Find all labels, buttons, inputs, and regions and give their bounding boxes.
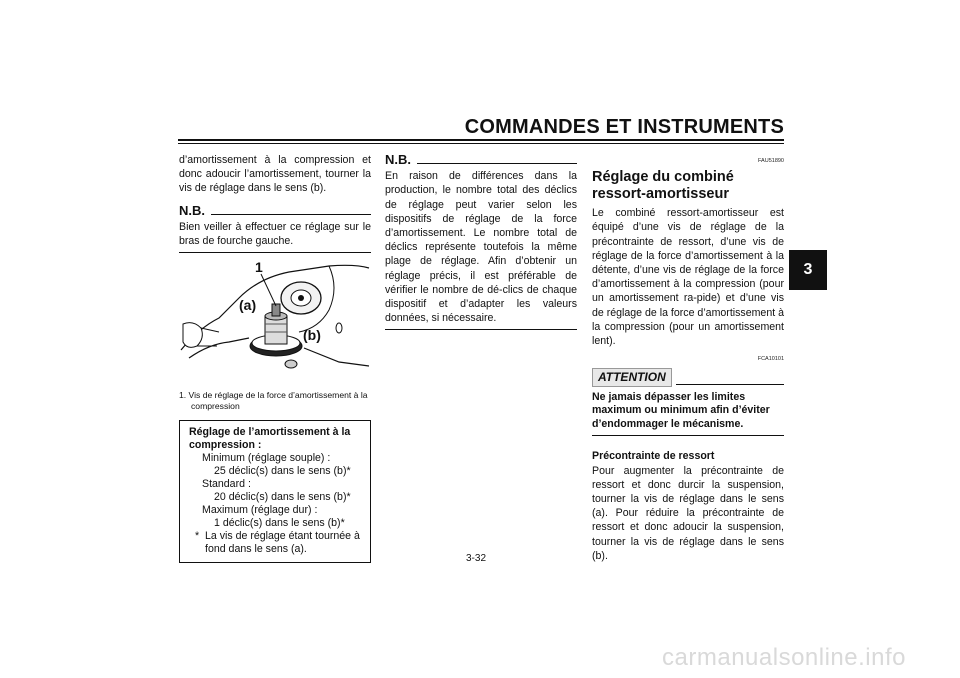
spec-min-value: 25 déclic(s) dans le sens (b)* <box>214 465 351 478</box>
intro-paragraph: d’amortissement à la compression et donc adoucir l’amortissement, tourner la vis de réglage dans le sens (b). <box>179 154 371 195</box>
attention-end-rule <box>592 435 784 436</box>
spec-footnote-star: * <box>195 530 200 543</box>
nb-label-2: N.B. <box>385 152 411 167</box>
watermark: carmanualsonline.info <box>662 644 906 671</box>
figure-label-a: (a) <box>239 297 257 314</box>
spec-max-value: 1 déclic(s) dans le sens (b)* <box>214 517 345 530</box>
nb-rule-2 <box>417 163 577 164</box>
attention-label: ATTENTION <box>592 368 672 386</box>
nb-label: N.B. <box>179 202 205 218</box>
figure-label-1: 1 <box>255 259 263 276</box>
fork-adjuster-illustration <box>179 258 371 386</box>
ref-code-1: FAU51890 <box>758 158 784 164</box>
nb-text: Bien veiller à effectuer ce réglage sur le bras de fourche gauche. <box>179 220 371 248</box>
column-3 <box>592 154 784 563</box>
figure-label-b: (b) <box>303 327 321 344</box>
figure-caption: 1. Vis de réglage de la force d’amortissement à la compression <box>179 390 368 412</box>
section-heading: Réglage du combiné ressort-amortisseur <box>592 169 734 203</box>
chapter-tab: 3 <box>789 250 827 290</box>
attention-text: Ne jamais dépasser les limites maximum ou minimum afin d’éviter d’endommager le mécanisme. <box>592 390 770 430</box>
figure-fork-adjuster <box>179 258 371 386</box>
spec-box-title: Réglage de l’amortissement à la compression : <box>189 426 351 452</box>
nb-text-2: En raison de différences dans la production, le nombre total des déclics de réglage peut varier selon les dispositifs de réglage de la force d’amortissement. Le nombre total de déclics représente toutefois la même plage de réglage. Afin d’obtenir un réglage précis, il est préférable de vérifier le nombre de dé-clics de chaque dispositif et d’adapter les valeurs données, si nécessaire. <box>385 170 577 325</box>
sub-heading: Précontrainte de ressort <box>592 450 715 463</box>
page-number: 3-32 <box>466 553 487 564</box>
column-2 <box>385 153 577 330</box>
attention-rule <box>676 384 784 385</box>
header-rule <box>178 139 784 141</box>
nb-heading <box>179 204 371 218</box>
column-1 <box>179 153 371 563</box>
spec-std-value: 20 déclic(s) dans le sens (b)* <box>214 491 351 504</box>
nb-end-rule <box>179 252 371 253</box>
spec-std-label: Standard : <box>202 478 251 491</box>
section-paragraph-2: Pour augmenter la précontrainte de ressort et donc durcir la suspension, tourner la vis de réglage dans le sens (a). Pour réduire la précontrainte de ressort et donc adoucir la suspension, tourner la vis de réglage dans le sens (b). <box>592 464 784 562</box>
ref-code-2: FCA10101 <box>757 356 784 363</box>
attention-heading <box>592 368 784 386</box>
header-rule-thin <box>178 143 784 144</box>
spec-footnote-text: La vis de réglage étant tournée à fond dans le sens (a). <box>205 530 360 556</box>
spec-footnote <box>189 530 362 556</box>
nb-heading-2 <box>385 153 577 167</box>
spec-box <box>179 420 371 563</box>
nb-rule <box>211 214 371 215</box>
spec-min-label: Minimum (réglage souple) : <box>202 452 331 465</box>
spec-max-label: Maximum (réglage dur) : <box>202 504 318 517</box>
page-title: COMMANDES ET INSTRUMENTS <box>464 116 784 138</box>
section-paragraph-1: Le combiné ressort-amortisseur est équipé d’une vis de réglage de la précontrainte de ressort, d’une vis de réglage de la force d’amortissement à la détente, d’une vis de réglage de la force d’amortissement à la compression (pour un amortissement ra-pide) et d’une vis de réglage de la force d’amortissement à la compression (pour un amortissement lent). <box>592 207 784 348</box>
nb-end-rule-2 <box>385 329 577 330</box>
